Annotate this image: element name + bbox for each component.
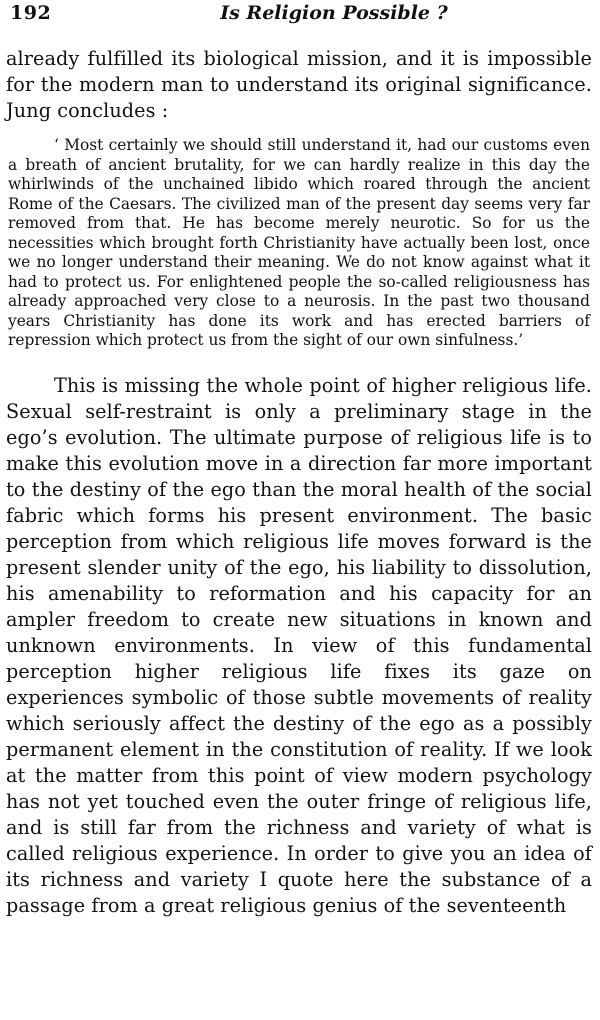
running-title: Is Religion Possible ? <box>220 2 448 24</box>
page-number: 192 <box>10 2 52 24</box>
main-paragraph: This is missing the whole point of higher religious life. Sexual self-restraint is only a preliminary stage in the ego’s evolution. The ultimate purpose of religious life is to make this evolution move in a direction far more important to the destiny of the ego than the moral health of the social fabric which forms his present environment. The basic perception from which religious life moves forward is the present slender unity of the ego, his liability to dissolution, his amenability to reformation and his capacity for an ampler freedom to create new situations in known and unknown environments. In view of this fundamental perception higher religious life fixes its gaze on experiences symbolic of those subtle movements of reality which seriously affect the destiny of the ego as a possibly permanent element in the constitution of reality. If we look at the matter from this point of view modern psychology has not yet touched even the outer fringe of religious life, and is still far from the richness and variety of what is called religious experience. In order to give you an idea of its richness and variety I quote here the substance of a passage from a great religious genius of the seventeenth <box>6 373 592 917</box>
page-header <box>6 0 592 32</box>
continuation-paragraph: already fulfilled its biological mission, and it is impossible for the modern man to understand its original significance. Jung concludes : <box>6 47 592 122</box>
jung-quote-block: ‘ Most certainly we should still understand it, had our customs even a breath of ancient brutality, for we can hardly realize in this day the whirlwinds of the unchained libido which roared through the ancient Rome of the Caesars. The civilized man of the present day seems very far removed from that. He has become merely neurotic. So for us the necessities which brought forth Christianity have actually been lost, once we no longer understand their meaning. We do not know against what it had to protect us. For enlightened people the so-called religiousness has already approached very close to a neurosis. In the past two thousand years Christianity has done its work and has erected barriers of repression which protect us from the sight of our own sinfulness.’ <box>8 136 590 349</box>
